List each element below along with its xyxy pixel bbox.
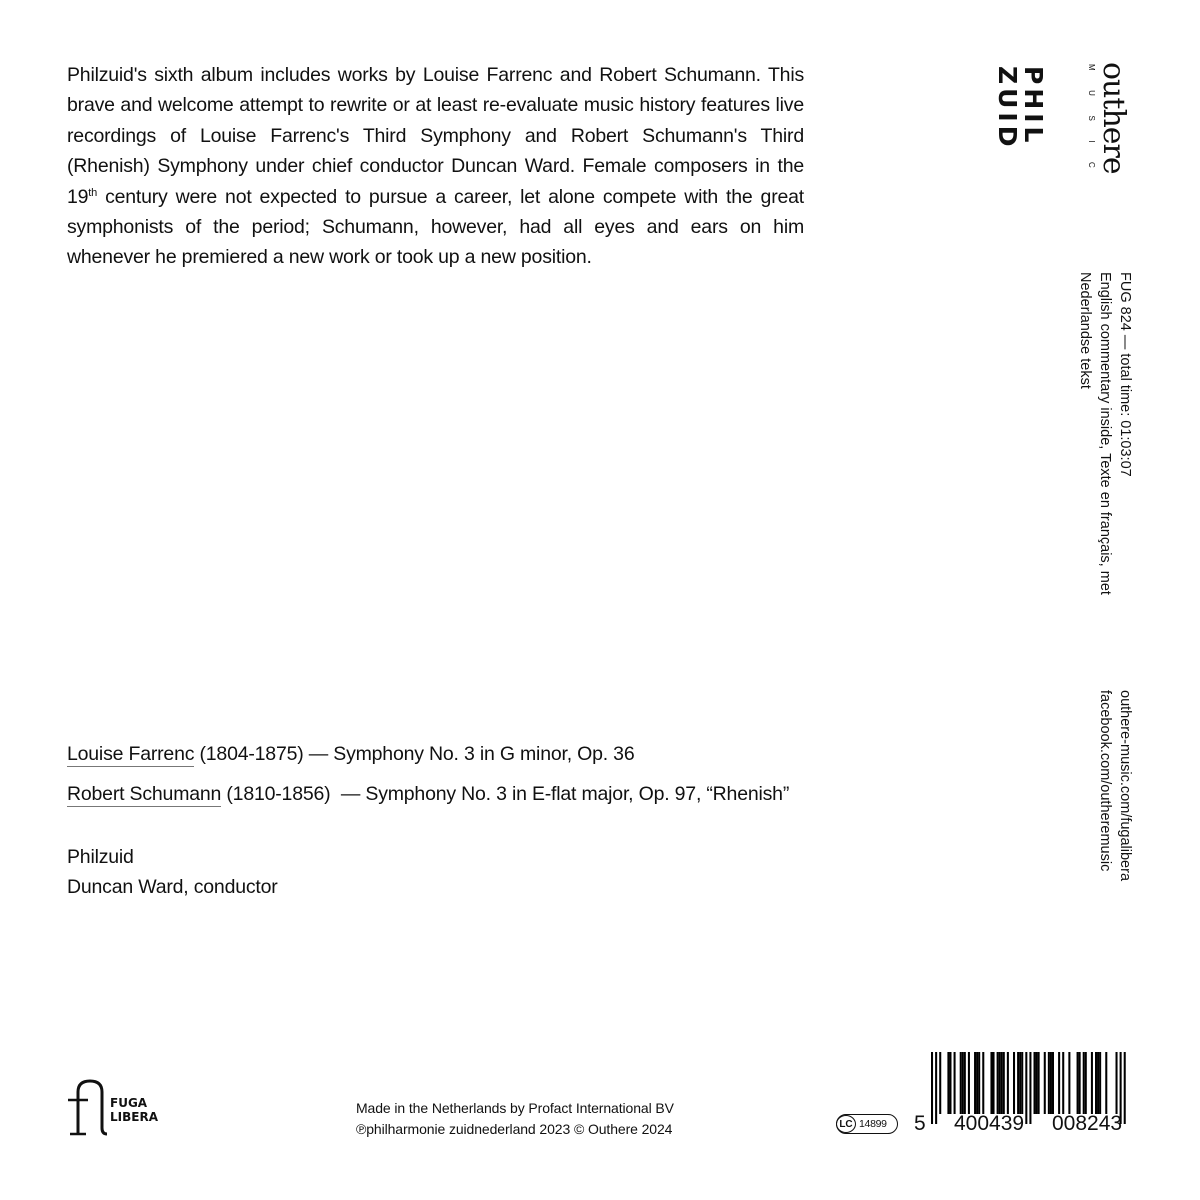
orchestra-name: Philzuid — [67, 846, 134, 868]
barcode-bar — [949, 1052, 951, 1114]
philzuid-logo — [994, 66, 1046, 150]
barcode-bar — [1077, 1052, 1079, 1114]
barcode-bar — [1036, 1052, 1038, 1114]
composer-link[interactable]: Robert Schumann — [67, 783, 222, 805]
barcode-bar — [990, 1052, 992, 1114]
barcode-bar — [974, 1052, 976, 1114]
barcode-bar — [968, 1052, 970, 1114]
barcode-bar — [993, 1052, 995, 1114]
manufacturer-line: Made in the Netherlands by Profact International BV — [356, 1100, 674, 1116]
label-code-badge — [836, 1114, 898, 1134]
fuga-libera-logo — [64, 1078, 158, 1136]
facebook-link[interactable]: facebook.com/outheremusic — [1097, 690, 1113, 872]
work-item — [67, 780, 789, 820]
catalog-number-time: FUG 824 — total time: 01:03:07 — [1117, 272, 1133, 477]
barcode-bar — [1019, 1052, 1021, 1114]
barcode-bar — [982, 1052, 984, 1114]
label-code-number: 14899 — [859, 1118, 887, 1130]
catalog-info — [1075, 272, 1135, 595]
barcode-bar — [1001, 1052, 1003, 1114]
barcode-bar — [1091, 1052, 1093, 1114]
works-list — [67, 740, 789, 820]
fl-monogram-icon — [64, 1078, 108, 1136]
barcode-bar — [1029, 1052, 1031, 1124]
label-name-line1: FUGA — [110, 1096, 148, 1110]
copyright-footer — [356, 1098, 674, 1140]
description-text: Philzuid's sixth album includes works by Louise Farrenc and Robert Schumann. This brave and welcome attempt to rewrite or at least re-evaluate music history features live recordings of Louise Farrenc's Third Symphony and Robert Schumann's Third (Rhenish) Symphony under chief conductor Duncan Ward. Female composers in the 19 — [67, 64, 804, 208]
work-details: (1810-1856) — Symphony No. 3 in E-flat major, Op. 97, “Rhenish” — [221, 783, 790, 805]
language-info: English commentary inside, Texte en français, met — [1097, 272, 1113, 595]
work-details: (1804-1875) — Symphony No. 3 in G minor, Op. 36 — [194, 743, 635, 765]
barcode-bar — [1085, 1052, 1087, 1114]
barcode-bar — [1083, 1052, 1085, 1114]
barcode-bar — [1068, 1052, 1070, 1114]
barcode-left-digits: 400439 — [954, 1112, 1025, 1135]
label-name-line2: LIBERA — [110, 1110, 158, 1124]
barcode-bar — [1116, 1052, 1118, 1114]
barcode-bar — [1003, 1052, 1005, 1114]
album-description — [67, 60, 804, 273]
barcode-bar — [1124, 1052, 1126, 1124]
lc-icon: LC — [836, 1115, 856, 1133]
barcode-bar — [1058, 1052, 1060, 1114]
barcode-bar — [1021, 1052, 1023, 1114]
language-info-cont: Nederlandse tekst — [1077, 272, 1093, 389]
website-link[interactable]: outhere-music.com/fugalibera — [1117, 690, 1133, 882]
barcode-bar — [1017, 1052, 1019, 1114]
barcode-bar — [1034, 1052, 1036, 1114]
barcode-bar — [1013, 1052, 1015, 1114]
barcode-bar — [935, 1052, 937, 1124]
barcode-bar — [1095, 1052, 1097, 1114]
outhere-subtitle: MUSIC — [1087, 64, 1096, 188]
description-text-cont: century were not expected to pursue a career, let alone compete with the great symphonists of the period; Schumann, however, had all eyes and ears on him whenever he premiered a new work or took up a new position. — [67, 185, 804, 269]
barcode-bar — [939, 1052, 941, 1114]
barcode-bar — [964, 1052, 966, 1114]
barcode-bar — [997, 1052, 999, 1114]
ean-barcode — [912, 1052, 1142, 1142]
barcode-bar — [999, 1052, 1001, 1114]
barcode-bar — [1044, 1052, 1046, 1114]
barcode-bar — [931, 1052, 933, 1124]
barcode-bar — [1079, 1052, 1081, 1114]
barcode-bar — [1052, 1052, 1054, 1114]
barcode-first-digit: 5 — [914, 1112, 926, 1135]
philzuid-logo-bottom: ZUID — [993, 66, 1022, 151]
copyright-line: ℗philharmonie zuidnederland 2023 © Outhere 2024 — [356, 1121, 673, 1137]
barcode-bar — [960, 1052, 962, 1114]
barcode-bar — [978, 1052, 980, 1114]
barcode-bar — [1050, 1052, 1052, 1114]
barcode-bar — [1097, 1052, 1099, 1114]
barcode-bar — [1099, 1052, 1101, 1114]
barcode-bar — [1025, 1052, 1027, 1124]
conductor-name: Duncan Ward, conductor — [67, 876, 278, 898]
composer-link[interactable]: Louise Farrenc — [67, 743, 195, 765]
barcode-bar — [1038, 1052, 1040, 1114]
barcode-bar — [1105, 1052, 1107, 1114]
barcode-bar — [947, 1052, 949, 1114]
ordinal-suffix: th — [88, 186, 98, 199]
barcode-bar — [954, 1052, 956, 1114]
outhere-music-logo — [1084, 62, 1131, 188]
barcode-bar — [1048, 1052, 1050, 1114]
performers — [67, 842, 278, 902]
philzuid-logo-top: PHIL — [1019, 66, 1048, 147]
work-item — [67, 740, 789, 780]
barcode-bar — [976, 1052, 978, 1114]
outhere-wordmark: outhere — [1096, 62, 1131, 174]
web-links — [1095, 690, 1135, 881]
barcode-bar — [962, 1052, 964, 1114]
barcode-bar — [1062, 1052, 1064, 1114]
barcode-bar — [1007, 1052, 1009, 1114]
barcode-right-digits: 008243 — [1052, 1112, 1123, 1135]
